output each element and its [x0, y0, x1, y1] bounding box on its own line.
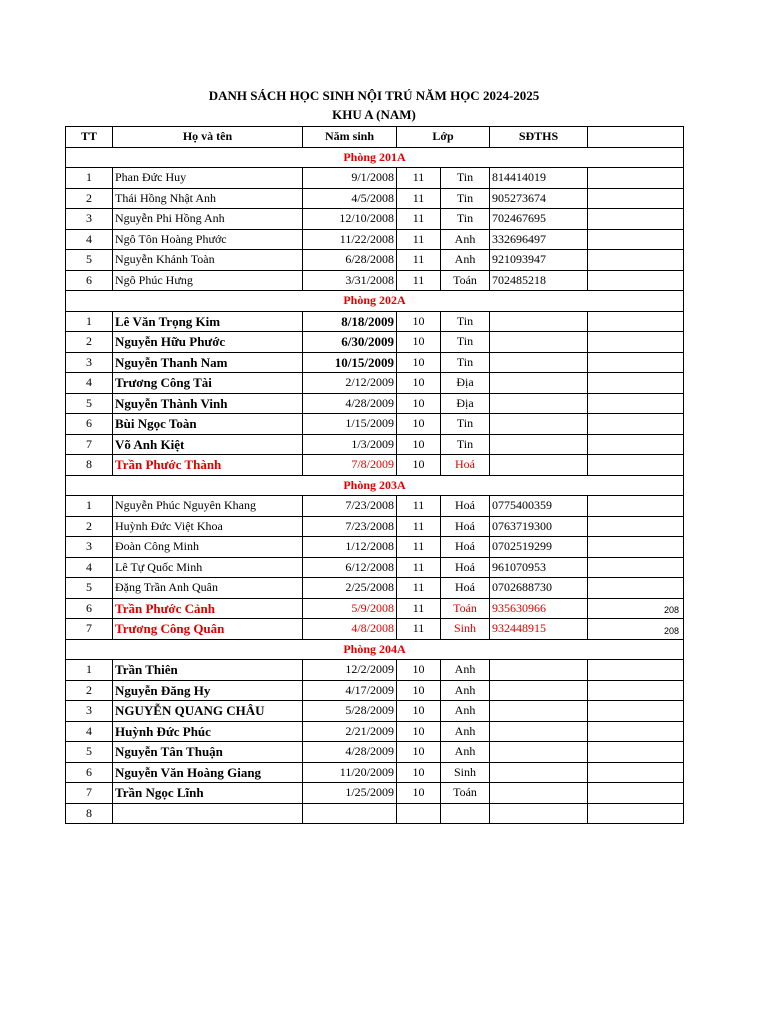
- table-row: [66, 537, 684, 558]
- extra-cell: [588, 516, 684, 537]
- table-row: [66, 209, 684, 230]
- student-phone: [490, 701, 588, 722]
- grade-level: 11: [397, 250, 441, 271]
- student-name: Huỳnh Đức Việt Khoa: [113, 516, 303, 537]
- grade-level: 10: [397, 783, 441, 804]
- specialty-class: Tin: [441, 311, 490, 332]
- student-phone: 961070953: [490, 557, 588, 578]
- row-number: 2: [66, 188, 113, 209]
- table-body: [66, 147, 684, 824]
- birth-date: 4/28/2009: [303, 742, 397, 763]
- table-row: [66, 311, 684, 332]
- student-name: NGUYỄN QUANG CHÂU: [113, 701, 303, 722]
- specialty-class: Sinh: [441, 762, 490, 783]
- birth-date: 7/8/2009: [303, 455, 397, 476]
- student-phone: [490, 803, 588, 824]
- student-phone: 0763719300: [490, 516, 588, 537]
- student-phone: [490, 352, 588, 373]
- table-row: [66, 352, 684, 373]
- student-name: Phan Đức Huy: [113, 168, 303, 189]
- extra-cell: [588, 762, 684, 783]
- room-label: Phòng 203A: [66, 475, 684, 496]
- student-phone: [490, 783, 588, 804]
- extra-cell: [588, 578, 684, 599]
- specialty-class: Tin: [441, 168, 490, 189]
- extra-cell: [588, 721, 684, 742]
- table-row: [66, 414, 684, 435]
- room-header-row: [66, 147, 684, 168]
- grade-level: [397, 803, 441, 824]
- extra-cell: [588, 680, 684, 701]
- side-note: 208: [664, 625, 680, 636]
- birth-date: 4/17/2009: [303, 680, 397, 701]
- row-number: 4: [66, 229, 113, 250]
- room-header-row: [66, 475, 684, 496]
- birth-date: 9/1/2008: [303, 168, 397, 189]
- grade-level: 11: [397, 598, 441, 619]
- row-number: 5: [66, 393, 113, 414]
- table-row: [66, 516, 684, 537]
- specialty-class: Tin: [441, 332, 490, 353]
- student-phone: 0702519299: [490, 537, 588, 558]
- student-phone: [490, 434, 588, 455]
- student-phone: [490, 373, 588, 394]
- birth-date: 6/30/2009: [303, 332, 397, 353]
- table-row: [66, 762, 684, 783]
- row-number: 6: [66, 414, 113, 435]
- extra-cell: [588, 434, 684, 455]
- specialty-class: Anh: [441, 680, 490, 701]
- grade-level: 10: [397, 332, 441, 353]
- row-number: 7: [66, 619, 113, 640]
- extra-cell: [588, 332, 684, 353]
- student-name: Nguyễn Khánh Toàn: [113, 250, 303, 271]
- grade-level: 10: [397, 393, 441, 414]
- extra-cell: [588, 209, 684, 230]
- grade-level: 10: [397, 660, 441, 681]
- student-name: Nguyễn Tân Thuận: [113, 742, 303, 763]
- specialty-class: Tin: [441, 209, 490, 230]
- grade-level: 10: [397, 352, 441, 373]
- birth-date: 3/31/2008: [303, 270, 397, 291]
- student-name: Huỳnh Đức Phúc: [113, 721, 303, 742]
- col-header-class: Lớp: [397, 127, 490, 148]
- specialty-class: Anh: [441, 229, 490, 250]
- grade-level: 10: [397, 311, 441, 332]
- grade-level: 11: [397, 270, 441, 291]
- birth-date: 11/20/2009: [303, 762, 397, 783]
- col-header-dob: Năm sinh: [303, 127, 397, 148]
- table-row: [66, 742, 684, 763]
- grade-level: 10: [397, 414, 441, 435]
- specialty-class: Hoá: [441, 455, 490, 476]
- extra-cell: [588, 803, 684, 824]
- student-name: Nguyễn Đăng Hy: [113, 680, 303, 701]
- table-row: [66, 496, 684, 517]
- birth-date: 2/25/2008: [303, 578, 397, 599]
- row-number: 3: [66, 352, 113, 373]
- specialty-class: Sinh: [441, 619, 490, 640]
- student-name: Trương Công Quân: [113, 619, 303, 640]
- birth-date: 6/28/2008: [303, 250, 397, 271]
- table-row: [66, 660, 684, 681]
- table-row: [66, 250, 684, 271]
- student-phone: 332696497: [490, 229, 588, 250]
- extra-cell: [588, 537, 684, 558]
- student-name: Trần Ngọc Lĩnh: [113, 783, 303, 804]
- document-subtitle: KHU A (NAM): [332, 107, 416, 122]
- room-header-row: [66, 639, 684, 660]
- extra-cell: [588, 168, 684, 189]
- student-phone: [490, 762, 588, 783]
- document-title: DANH SÁCH HỌC SINH NỘI TRÚ NĂM HỌC 2024-2025: [208, 88, 540, 103]
- student-phone: [490, 393, 588, 414]
- row-number: 4: [66, 557, 113, 578]
- student-name: Lê Tự Quốc Minh: [113, 557, 303, 578]
- birth-date: 7/23/2008: [303, 496, 397, 517]
- grade-level: 10: [397, 701, 441, 722]
- grade-level: 11: [397, 496, 441, 517]
- extra-cell: [588, 557, 684, 578]
- row-number: 4: [66, 373, 113, 394]
- row-number: 1: [66, 660, 113, 681]
- extra-cell: [588, 229, 684, 250]
- row-number: 2: [66, 516, 113, 537]
- grade-level: 11: [397, 209, 441, 230]
- row-number: 5: [66, 742, 113, 763]
- specialty-class: Địa: [441, 373, 490, 394]
- student-name: Trần Phước Cảnh: [113, 598, 303, 619]
- student-phone: [490, 660, 588, 681]
- row-number: 8: [66, 803, 113, 824]
- specialty-class: Toán: [441, 270, 490, 291]
- student-phone: 921093947: [490, 250, 588, 271]
- room-label: Phòng 201A: [66, 147, 684, 168]
- grade-level: 11: [397, 619, 441, 640]
- extra-cell: [588, 660, 684, 681]
- birth-date: 4/8/2008: [303, 619, 397, 640]
- col-header-phone: SĐTHS: [490, 127, 588, 148]
- table-row: [66, 434, 684, 455]
- extra-cell: [588, 188, 684, 209]
- student-name: Nguyễn Hữu Phước: [113, 332, 303, 353]
- extra-cell: [588, 352, 684, 373]
- student-phone: [490, 332, 588, 353]
- grade-level: 10: [397, 721, 441, 742]
- row-number: 7: [66, 434, 113, 455]
- col-header-tt: TT: [66, 127, 113, 148]
- side-note: 208: [664, 605, 680, 615]
- specialty-class: Tin: [441, 352, 490, 373]
- student-table: [65, 126, 684, 824]
- extra-cell: [588, 701, 684, 722]
- table-row: [66, 188, 684, 209]
- student-name: Nguyễn Văn Hoàng Giang: [113, 762, 303, 783]
- table-row: [66, 332, 684, 353]
- extra-cell: [588, 742, 684, 763]
- grade-level: 10: [397, 455, 441, 476]
- row-number: 7: [66, 783, 113, 804]
- row-number: 4: [66, 721, 113, 742]
- student-phone: 905273674: [490, 188, 588, 209]
- grade-level: 11: [397, 188, 441, 209]
- birth-date: 4/5/2008: [303, 188, 397, 209]
- grade-level: 11: [397, 557, 441, 578]
- specialty-class: Tin: [441, 188, 490, 209]
- specialty-class: Tin: [441, 434, 490, 455]
- birth-date: 10/15/2009: [303, 352, 397, 373]
- grade-level: 10: [397, 680, 441, 701]
- grade-level: 11: [397, 537, 441, 558]
- col-header-extra: [588, 127, 684, 148]
- birth-date: 4/28/2009: [303, 393, 397, 414]
- table-row: [66, 578, 684, 599]
- student-phone: 0775400359: [490, 496, 588, 517]
- table-row: [66, 168, 684, 189]
- specialty-class: Tin: [441, 414, 490, 435]
- extra-cell: [588, 783, 684, 804]
- specialty-class: Anh: [441, 701, 490, 722]
- room-header-row: [66, 291, 684, 312]
- table-row: [66, 680, 684, 701]
- row-number: 8: [66, 455, 113, 476]
- birth-date: 7/23/2008: [303, 516, 397, 537]
- table-row: [66, 598, 684, 619]
- birth-date: 12/2/2009: [303, 660, 397, 681]
- student-name: Nguyễn Phúc Nguyên Khang: [113, 496, 303, 517]
- table-row: [66, 393, 684, 414]
- student-name: Nguyễn Thanh Nam: [113, 352, 303, 373]
- specialty-class: Anh: [441, 742, 490, 763]
- specialty-class: Hoá: [441, 537, 490, 558]
- grade-level: 10: [397, 373, 441, 394]
- specialty-class: Toán: [441, 598, 490, 619]
- student-name: Ngô Tôn Hoàng Phước: [113, 229, 303, 250]
- birth-date: 1/12/2008: [303, 537, 397, 558]
- birth-date: 1/15/2009: [303, 414, 397, 435]
- row-number: 1: [66, 496, 113, 517]
- extra-cell: [588, 455, 684, 476]
- student-name: Lê Văn Trọng Kim: [113, 311, 303, 332]
- room-label: Phòng 202A: [66, 291, 684, 312]
- row-number: 1: [66, 168, 113, 189]
- birth-date: 5/9/2008: [303, 598, 397, 619]
- student-name: Võ Anh Kiệt: [113, 434, 303, 455]
- row-number: 5: [66, 250, 113, 271]
- grade-level: 11: [397, 229, 441, 250]
- birth-date: 2/12/2009: [303, 373, 397, 394]
- table-row: [66, 455, 684, 476]
- specialty-class: Anh: [441, 721, 490, 742]
- row-number: 2: [66, 680, 113, 701]
- specialty-class: Địa: [441, 393, 490, 414]
- table-row: [66, 619, 684, 640]
- birth-date: 1/3/2009: [303, 434, 397, 455]
- birth-date: 2/21/2009: [303, 721, 397, 742]
- grade-level: 10: [397, 762, 441, 783]
- student-phone: [490, 680, 588, 701]
- student-phone: [490, 414, 588, 435]
- specialty-class: Hoá: [441, 516, 490, 537]
- student-name: Đoàn Công Minh: [113, 537, 303, 558]
- student-name: Trần Thiên: [113, 660, 303, 681]
- specialty-class: Hoá: [441, 557, 490, 578]
- table-row: [66, 803, 684, 824]
- grade-level: 11: [397, 168, 441, 189]
- student-name: Đặng Trần Anh Quân: [113, 578, 303, 599]
- specialty-class: Anh: [441, 250, 490, 271]
- row-number: 3: [66, 537, 113, 558]
- birth-date: 12/10/2008: [303, 209, 397, 230]
- row-number: 5: [66, 578, 113, 599]
- table-row: [66, 783, 684, 804]
- row-number: 1: [66, 311, 113, 332]
- student-name: Nguyễn Thành Vinh: [113, 393, 303, 414]
- birth-date: 11/22/2008: [303, 229, 397, 250]
- table-row: [66, 229, 684, 250]
- room-label: Phòng 204A: [66, 639, 684, 660]
- extra-cell: [588, 311, 684, 332]
- extra-cell: [588, 414, 684, 435]
- extra-cell: [588, 270, 684, 291]
- row-number: 6: [66, 762, 113, 783]
- row-number: 3: [66, 701, 113, 722]
- extra-cell: [588, 250, 684, 271]
- table-row: [66, 557, 684, 578]
- table-row: [66, 721, 684, 742]
- student-phone: [490, 311, 588, 332]
- student-name: Trần Phước Thành: [113, 455, 303, 476]
- birth-date: 5/28/2009: [303, 701, 397, 722]
- row-number: 2: [66, 332, 113, 353]
- student-phone: 935630966: [490, 598, 588, 619]
- header-row: [66, 127, 684, 148]
- extra-cell: [588, 373, 684, 394]
- student-phone: 0702688730: [490, 578, 588, 599]
- student-phone: 814414019: [490, 168, 588, 189]
- table-row: [66, 270, 684, 291]
- grade-level: 11: [397, 516, 441, 537]
- row-number: 6: [66, 598, 113, 619]
- student-name: Thái Hồng Nhật Anh: [113, 188, 303, 209]
- student-name: Bùi Ngọc Toàn: [113, 414, 303, 435]
- specialty-class: Hoá: [441, 496, 490, 517]
- student-name: Ngô Phúc Hưng: [113, 270, 303, 291]
- col-header-name: Họ và tên: [113, 127, 303, 148]
- row-number: 3: [66, 209, 113, 230]
- grade-level: 11: [397, 578, 441, 599]
- table-row: [66, 701, 684, 722]
- grade-level: 10: [397, 434, 441, 455]
- specialty-class: Toán: [441, 783, 490, 804]
- student-phone: [490, 455, 588, 476]
- student-phone: [490, 742, 588, 763]
- student-name: Nguyễn Phi Hồng Anh: [113, 209, 303, 230]
- student-name: [113, 803, 303, 824]
- row-number: 6: [66, 270, 113, 291]
- grade-level: 10: [397, 742, 441, 763]
- birth-date: 6/12/2008: [303, 557, 397, 578]
- specialty-class: Anh: [441, 660, 490, 681]
- student-phone: 702467695: [490, 209, 588, 230]
- student-phone: [490, 721, 588, 742]
- student-phone: 702485218: [490, 270, 588, 291]
- student-name: Trương Công Tài: [113, 373, 303, 394]
- birth-date: 8/18/2009: [303, 311, 397, 332]
- table-row: [66, 373, 684, 394]
- extra-cell: [588, 393, 684, 414]
- birth-date: 1/25/2009: [303, 783, 397, 804]
- birth-date: [303, 803, 397, 824]
- specialty-class: [441, 803, 490, 824]
- specialty-class: Hoá: [441, 578, 490, 599]
- extra-cell: [588, 496, 684, 517]
- student-phone: 932448915: [490, 619, 588, 640]
